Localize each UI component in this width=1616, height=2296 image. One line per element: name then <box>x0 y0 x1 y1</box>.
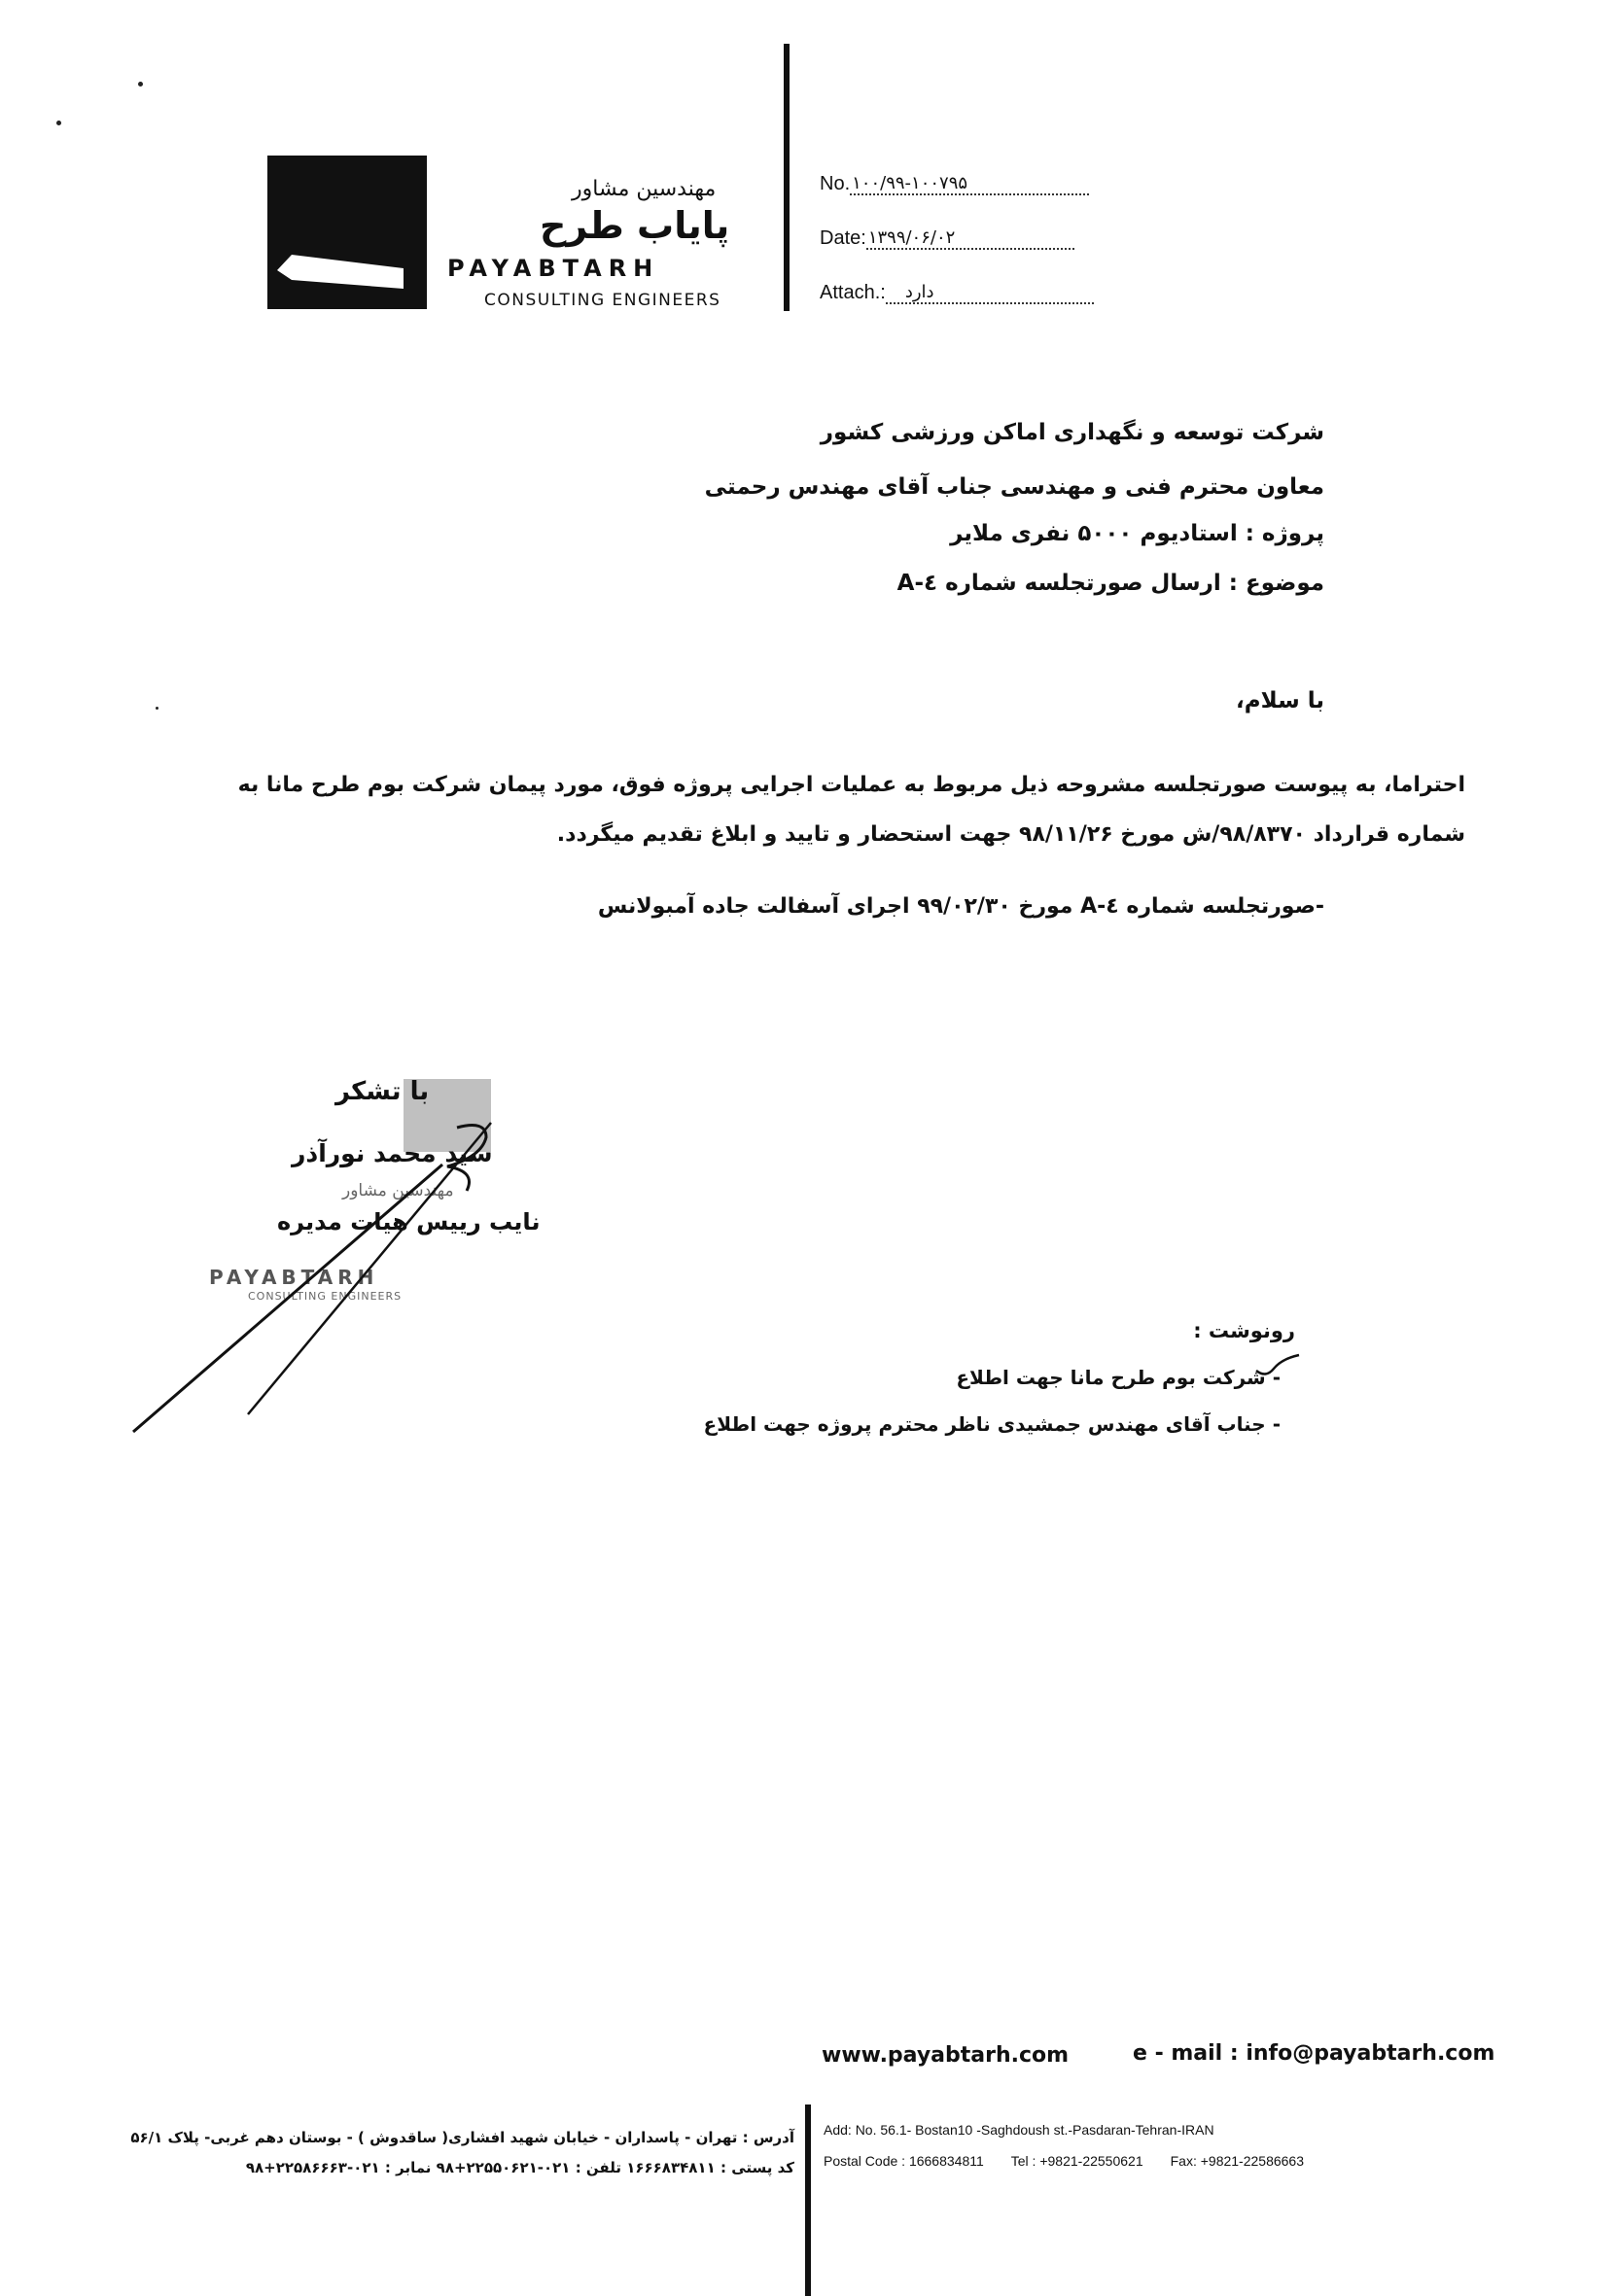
stamp-sub-text: CONSULTING ENGINEERS <box>248 1290 403 1303</box>
handwritten-signature <box>0 0 545 1458</box>
signature-closing: با تشکر <box>335 1077 430 1106</box>
letter-attachment-value: دارد <box>886 282 1094 304</box>
letter-date-label: Date: <box>820 227 866 249</box>
footer-address-fa: آدرس : تهران - پاسداران - خیابان شهید افشاری( ساقدوش ) - بوستان دهم غربی- پلاک ۵۶/۱ <box>130 2129 794 2146</box>
brand-fa-name: پایاب طرح <box>540 204 730 247</box>
attachment-item: -صورتجلسه شماره ٤-A مورخ ۹۹/۰۲/۳۰ اجرای آسفالت جاده آمبولانس <box>597 894 1324 919</box>
cc-item: - شرکت بوم طرح مانا جهت اطلاع <box>956 1366 1281 1389</box>
footer-website: www.payabtarh.com <box>822 2043 1070 2068</box>
footer-email: e - mail : info@payabtarh.com <box>1133 2041 1495 2066</box>
letter-attachment <box>820 282 1094 304</box>
checkmark-icon <box>1254 1353 1303 1382</box>
brand-en-subtitle: CONSULTING ENGINEERS <box>484 291 721 310</box>
subject-line: موضوع : ارسال صورتجلسه شماره ٤-A <box>896 571 1324 596</box>
stamp-en-text: PAYABTARH <box>209 1266 379 1289</box>
greeting: با سلام، <box>1236 688 1324 713</box>
footer-postal-code: Postal Code : 1666834811 <box>824 2153 984 2169</box>
signatory-title: نایب رییس هیات مدیره <box>277 1208 541 1235</box>
body-paragraph-line: احتراما، به پیوست صورتجلسه مشروحه ذیل مربوط به عملیات اجرایی پروژه فوق، مورد پیمان شرکت بوم طرح مانا به <box>237 773 1465 797</box>
cc-heading: رونوشت : <box>1193 1319 1295 1342</box>
footer-address-en: Add: No. 56.1- Bostan10 -Saghdoush st.-Pasdaran-Tehran-IRAN <box>824 2122 1214 2138</box>
stamp-fa-text: مهندسین مشاور <box>342 1181 454 1200</box>
letter-number-value: ۱۰۰/۹۹-۱۰۰۷۹۵ <box>850 173 1089 195</box>
footer-fax: Fax: +9821-22586663 <box>1170 2153 1304 2169</box>
cc-item: - جناب آقای مهندس جمشیدی ناظر محترم پروژه جهت اطلاع <box>703 1412 1281 1436</box>
letter-attachment-label: Attach.: <box>820 282 886 303</box>
letter-date <box>820 227 1074 250</box>
footer-contact-fa: کد پستی : ۱۶۶۶۸۳۴۸۱۱ تلفن : ۰۲۱-۲۲۵۵۰۶۲۱+۹۸ نمابر : ۰۲۱-۲۲۵۸۶۶۶۳+۹۸ <box>245 2159 794 2176</box>
letter-number <box>820 173 1089 195</box>
letter-number-label: No. <box>820 173 851 194</box>
project-line: پروژه : استادیوم ۵۰۰۰ نفری ملایر <box>950 521 1324 546</box>
recipient-company: شرکت توسعه و نگهداری اماکن ورزشی کشور <box>820 420 1324 445</box>
letter-date-value: ۱۳۹۹/۰۶/۰۲ <box>866 227 1074 250</box>
body-paragraph-line: شماره قرارداد ۹۸/۸۳۷۰/ش مورخ ۹۸/۱۱/۲۶ جهت استحضار و تایید و ابلاغ تقدیم میگردد. <box>556 822 1465 847</box>
recipient-person: معاون محترم فنی و مهندسی جناب آقای مهندس رحمتی <box>704 474 1324 500</box>
header-divider <box>784 44 790 311</box>
signatory-name: سید محمد نورآذر <box>292 1139 493 1167</box>
footer-contact-en <box>824 2153 1304 2169</box>
footer-tel: Tel : +9821-22550621 <box>1010 2153 1143 2169</box>
brand-fa-subtitle: مهندسین مشاور <box>572 177 717 201</box>
footer-divider <box>805 2105 811 2296</box>
brand-en-name: PAYABTARH <box>447 255 660 282</box>
